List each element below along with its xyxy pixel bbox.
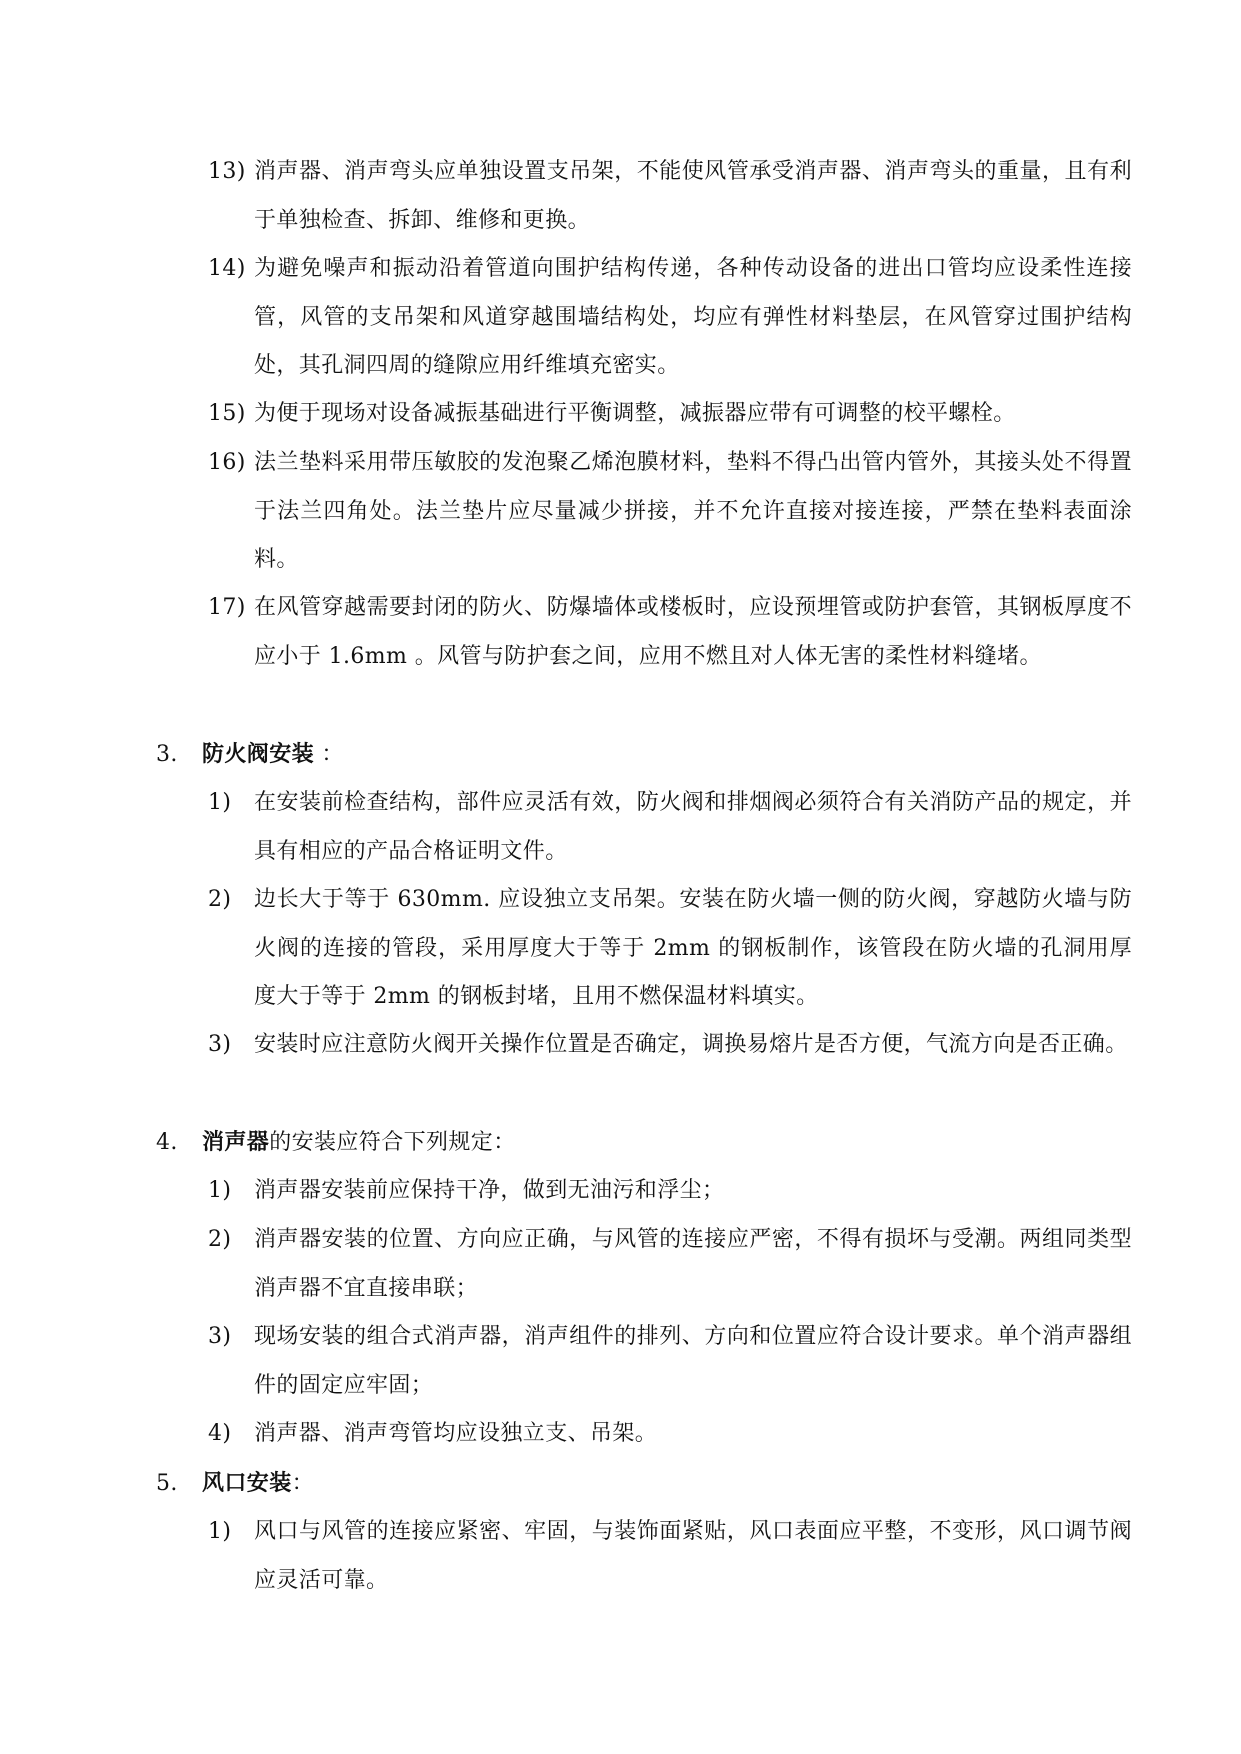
item-text: 消声器安装的位置、方向应正确，与风管的连接应严密，不得有损坏与受潮。两组同类型消声器不宜直接串联； xyxy=(254,1227,1132,1301)
item-number: 2) xyxy=(208,1227,232,1252)
section4-item-2 xyxy=(208,1216,1132,1313)
item-text: 在安装前检查结构，部件应灵活有效，防火阀和排烟阀必须符合有关消防产品的规定，并具有相应的产品合格证明文件。 xyxy=(254,790,1132,864)
item-number: 4) xyxy=(208,1421,232,1446)
section-number: 5. xyxy=(156,1471,178,1496)
list-item-15 xyxy=(208,390,1132,439)
item-text: 消声器、消声弯管均应设独立支、吊架。 xyxy=(254,1421,658,1446)
section-heading-3 xyxy=(156,730,1136,780)
item-text: 边长大于等于 630mm. 应设独立支吊架。安装在防火墙一侧的防火阀，穿越防火墙与防火阀的连接的管段，采用厚度大于等于 2mm 的钢板制作，该管段在防火墙的孔洞用厚度大于等于 2mm 的钢板封堵，且用不燃保温材料填实。 xyxy=(254,887,1132,1009)
item-number: 3) xyxy=(208,1324,232,1349)
section4-item-4 xyxy=(208,1410,1132,1459)
section-number: 4. xyxy=(156,1130,178,1155)
section3-item-3 xyxy=(208,1021,1132,1070)
section4-item-3 xyxy=(208,1313,1132,1410)
section3-item-1 xyxy=(208,779,1132,876)
item-text: 消声器、消声弯头应单独设置支吊架，不能使风管承受消声器、消声弯头的重量，且有利于单独检查、拆卸、维修和更换。 xyxy=(254,159,1132,233)
item-number: 2) xyxy=(208,887,232,912)
list-item-13 xyxy=(208,148,1132,245)
section-suffix: 的安装应符合下列规定： xyxy=(269,1130,516,1155)
item-text: 法兰垫料采用带压敏胶的发泡聚乙烯泡膜材料，垫料不得凸出管内管外，其接头处不得置于法兰四角处。法兰垫片应尽量减少拼接，并不允许直接对接连接，严禁在垫料表面涂料。 xyxy=(254,450,1132,572)
section3-item-2 xyxy=(208,876,1132,1022)
item-text: 风口与风管的连接应紧密、牢固，与装饰面紧贴，风口表面应平整，不变形，风口调节阀应灵活可靠。 xyxy=(254,1519,1132,1593)
section-heading-4 xyxy=(156,1118,1136,1168)
section-number: 3. xyxy=(156,742,178,767)
item-text: 在风管穿越需要封闭的防火、防爆墙体或楼板时，应设预埋管或防护套管，其钢板厚度不应小于 1.6mm 。风管与防护套之间，应用不燃且对人体无害的柔性材料缝堵。 xyxy=(254,595,1132,669)
item-text: 消声器安装前应保持干净，做到无油污和浮尘； xyxy=(254,1178,725,1203)
item-text: 为便于现场对设备减振基础进行平衡调整，减振器应带有可调整的校平螺栓。 xyxy=(254,401,1016,426)
section-title: 防火阀安装 xyxy=(202,741,315,767)
section5-item-1 xyxy=(208,1508,1132,1605)
section-suffix: ： xyxy=(291,1471,315,1496)
section4-item-1 xyxy=(208,1167,1132,1216)
section-title: 风口安装 xyxy=(202,1470,292,1496)
list-item-17 xyxy=(208,584,1132,681)
list-item-14 xyxy=(208,245,1132,391)
item-number: 1) xyxy=(208,1519,232,1544)
item-number: 17) xyxy=(208,595,246,620)
item-number: 15) xyxy=(208,401,246,426)
item-number: 1) xyxy=(208,790,232,815)
list-item-16 xyxy=(208,439,1132,585)
item-text: 现场安装的组合式消声器，消声组件的排列、方向和位置应符合设计要求。单个消声器组件的固定应牢固； xyxy=(254,1324,1132,1398)
item-number: 13) xyxy=(208,159,246,184)
item-number: 1) xyxy=(208,1178,232,1203)
section-heading-5 xyxy=(156,1459,1136,1509)
item-number: 16) xyxy=(208,450,246,475)
item-number: 14) xyxy=(208,256,246,281)
section-title: 消声器 xyxy=(202,1129,270,1155)
item-text: 安装时应注意防火阀开关操作位置是否确定，调换易熔片是否方便，气流方向是否正确。 xyxy=(254,1032,1128,1057)
section-suffix: ： xyxy=(314,742,344,767)
item-number: 3) xyxy=(208,1032,232,1057)
item-text: 为避免噪声和振动沿着管道向围护结构传递，各种传动设备的进出口管均应设柔性连接管，风管的支吊架和风道穿越围墙结构处，均应有弹性材料垫层，在风管穿过围护结构处，其孔洞四周的缝隙应用纤维填充密实。 xyxy=(254,256,1132,378)
